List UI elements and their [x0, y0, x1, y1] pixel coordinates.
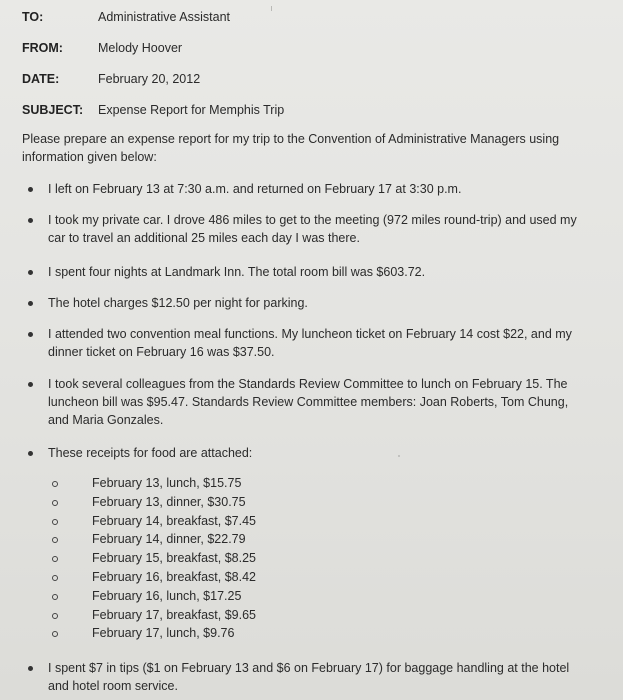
bullet-text: I spent $7 in tips ($1 on February 13 and $6 on February 17) for baggage handling at the hotel and hotel room service.: [48, 661, 570, 693]
receipt-item: [48, 493, 348, 512]
hollow-bullet-icon: [52, 613, 58, 619]
receipt-text: February 17, lunch, $9.76: [92, 626, 235, 641]
bullet-icon: [28, 301, 33, 306]
receipt-text: February 14, breakfast, $7.45: [92, 513, 256, 528]
intro-paragraph: Please prepare an expense report for my trip to the Convention of Administrative Managers using information given below:: [22, 132, 560, 164]
receipt-text: February 15, breakfast, $8.25: [92, 551, 256, 566]
hollow-bullet-icon: [52, 481, 58, 487]
paper-mark: [271, 6, 272, 11]
hollow-bullet-icon: [52, 556, 58, 562]
bullet-icon: [28, 332, 33, 337]
receipt-item: [48, 530, 348, 549]
bullet-text: The hotel charges $12.50 per night for parking.: [48, 296, 308, 310]
hollow-bullet-icon: [52, 575, 58, 581]
receipt-item: [48, 549, 348, 568]
bullet-text: I left on February 13 at 7:30 a.m. and returned on February 17 at 3:30 p.m.: [48, 182, 462, 196]
hollow-bullet-icon: [52, 594, 58, 600]
receipts-list: [48, 474, 348, 643]
bullet-icon: [28, 187, 33, 192]
receipt-text: February 13, dinner, $30.75: [92, 494, 246, 509]
from-label: FROM:: [22, 41, 63, 55]
receipt-text: February 16, lunch, $17.25: [92, 588, 242, 603]
bullet-text: I attended two convention meal functions. My luncheon ticket on February 14 cost $22, and my dinner ticket on February 16 was $37.50.: [48, 327, 572, 359]
subject-label: SUBJECT:: [22, 103, 84, 117]
to-value: Administrative Assistant: [98, 10, 230, 24]
receipt-text: February 14, dinner, $22.79: [92, 532, 246, 547]
bullet-text: I took my private car. I drove 486 miles to get to the meeting (972 miles round-trip) and used my car to travel an additional 25 miles each day I was there.: [48, 213, 577, 245]
bullet-icon: [28, 218, 33, 223]
bullet-icon: [28, 382, 33, 387]
bullet-text: I spent four nights at Landmark Inn. The total room bill was $603.72.: [48, 265, 426, 279]
receipt-text: February 17, breakfast, $9.65: [92, 607, 256, 622]
hollow-bullet-icon: [52, 631, 58, 637]
bullet-text: These receipts for food are attached:: [48, 446, 253, 460]
receipt-text: February 13, lunch, $15.75: [92, 476, 242, 490]
hollow-bullet-icon: [52, 500, 58, 506]
date-value: February 20, 2012: [98, 72, 201, 86]
to-label: TO:: [22, 10, 44, 24]
receipt-item: [48, 587, 348, 606]
bullet-icon: [28, 270, 33, 275]
bullet-icon: [28, 451, 33, 456]
date-label: DATE:: [22, 72, 60, 86]
bullet-text: I took several colleagues from the Standards Review Committee to lunch on February 15. The luncheon bill was $95.47. Standards Review Committee members: Joan Roberts, Tom Chung, and Maria Gonzales.: [48, 377, 569, 427]
receipt-item: [48, 512, 348, 531]
receipt-item: [48, 606, 348, 625]
hollow-bullet-icon: [52, 519, 58, 525]
receipt-text: February 16, breakfast, $8.42: [92, 569, 256, 584]
subject-value: Expense Report for Memphis Trip: [98, 103, 285, 117]
from-value: Melody Hoover: [98, 41, 183, 55]
hollow-bullet-icon: [52, 537, 58, 543]
receipt-item: [48, 624, 348, 643]
bullet-icon: [28, 666, 33, 671]
paper-mark: [398, 455, 400, 457]
receipt-item: [48, 474, 348, 493]
receipt-item: [48, 568, 348, 587]
